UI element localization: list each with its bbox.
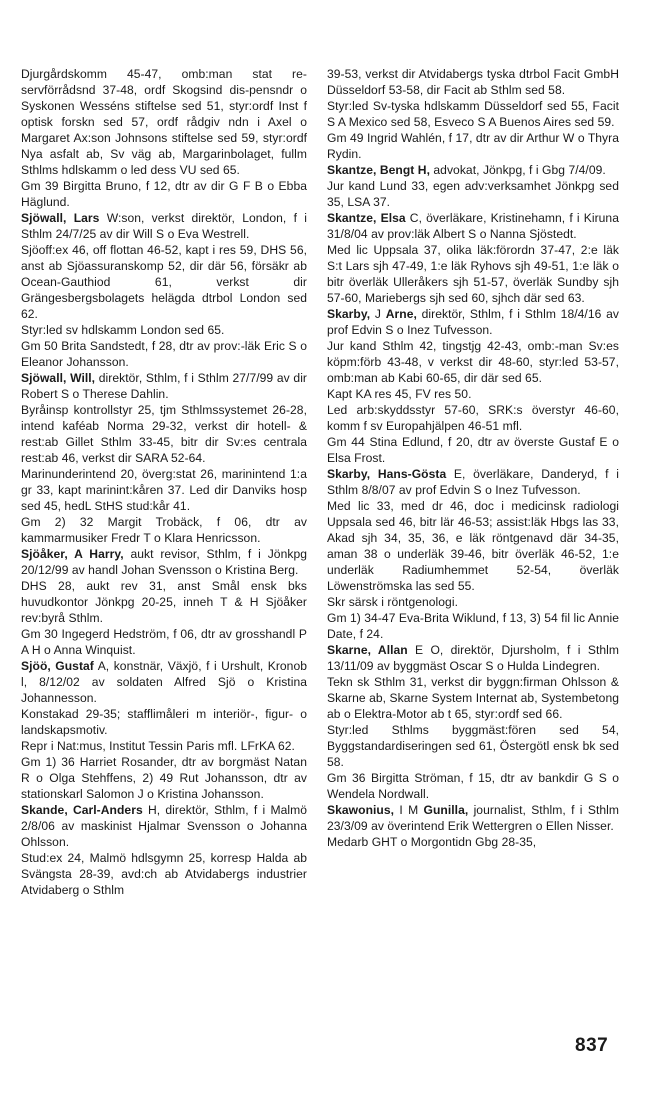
entry-paragraph (21, 658, 307, 706)
entry-text: Stud:ex 24, Malmö hdlsgymn 25, korresp Halda ab Svängsta 28-39, avd:ch ab Atvidabergs industrier Atvidaberg o Sthlm (21, 851, 307, 897)
entry-paragraph (327, 210, 619, 242)
entry-text: J (370, 307, 386, 321)
entry-text: advokat, Jönkpg, f i Gbg 7/4/09. (430, 163, 606, 177)
entry-paragraph (21, 626, 307, 658)
entry-text: direktör, Sthlm, f i Sthlm 18/4/16 av prof Edvin S o Inez Tufvesson. (327, 307, 619, 337)
entry-text: E O, direktör, Djursholm, f i Sthlm 13/11/09 av byggmäst Oscar S o Hulda Lindegren. (327, 643, 619, 673)
entry-name: Arne, (385, 307, 417, 321)
entry-paragraph (327, 178, 619, 210)
entry-text: Med lic 33, med dr 46, doc i medicinsk radiologi Uppsala sed 46, bitr lär 46-53; assist:läk Hbgs las 33, Akad sjh 34, 35, 36, e läk röntgenavd där 34-35, aman 38 o underläk 39-46, bitr överläk 46-52, 1:e underläk Radiumhemmet 52-54, överläk Löwenströmska las sed 55. (327, 499, 619, 593)
entry-paragraph (327, 242, 619, 306)
entry-text: E, överläkare, Danderyd, f i Sthlm 8/8/07 av prof Edvin S o Inez Tufvesson. (327, 467, 619, 497)
entry-paragraph (21, 850, 307, 898)
entry-text: aukt revisor, Sthlm, f i Jönkpg 20/12/99 av handl Johan Svensson o Kristina Berg. (21, 547, 308, 577)
entry-paragraph (327, 306, 619, 338)
entry-text: journalist, Sthlm, f i Sthlm 23/3/09 av överintend Erik Wettergren o Ellen Nisser. (327, 803, 620, 833)
entry-text: Gm 50 Brita Sandstedt, f 28, dtr av prov:-läk Eric S o Eleanor Johansson. (21, 339, 307, 369)
entry-text: Gm 49 Ingrid Wahlén, f 17, dtr av dir Arthur W o Thyra Rydin. (327, 131, 619, 161)
entry-paragraph (21, 178, 307, 210)
entry-paragraph (21, 578, 307, 626)
entry-text: Byråinsp kontrollstyr 25, tjm Sthlmssystemet 26-28, intend kaféab Norma 29-32, verkst dir hotell- & rest:ab Gillet Sthlm 33-45, bitr dir Sv:es centrala rest:ab 46, verkst dir SARA 52-64. (21, 403, 307, 465)
entry-text: Konstakad 29-35; stafflimåleri m interiör-, figur- o landskapsmotiv. (21, 707, 307, 737)
entry-paragraph (327, 66, 619, 98)
entry-paragraph (21, 66, 307, 178)
entry-text: Styr:led Sv-tyska hdlskamm Düsseldorf sed 55, Facit S A Mexico sed 58, Esveco S A Buenos Aires sed 59. (327, 99, 619, 129)
entry-paragraph (327, 674, 619, 722)
entry-paragraph (21, 402, 307, 466)
entry-name: Sjöwall, Will, (21, 371, 96, 385)
entry-text: Repr i Nat:mus, Institut Tessin Paris mfl. LFrKA 62. (21, 739, 295, 753)
entry-text: Djurgårdskomm 45-47, omb:man stat re-servförrådsnd 37-48, ordf Skogsind dis-pensndr o Syskonen Wesséns stiftelse sed 51, styr:ordf Inst f optisk forskn sed 57, ordf rådgiv ndn i Axel o Margaret Ax:son Johnsons stiftelse sed 59, styr:ordf Nya asfalt ab, Sv väg ab, Margarinbolaget, fullm Sthlms hdlskamm o led dess VU sed 65. (21, 67, 307, 177)
entry-text: Kapt KA res 45, FV res 50. (327, 387, 472, 401)
entry-text: Led arb:skyddsstyr 57-60, SRK:s överstyr 46-60, komm f sv Europahjälpen 46-51 mfl. (327, 403, 619, 433)
entry-paragraph (21, 706, 307, 738)
entry-paragraph (327, 498, 619, 594)
entry-text: Marinunderintend 20, överg:stat 26, marinintend 1:a gr 33, kapt marinint:kåren 37. Led dir Danviks hosp sed 45, hedL StHS stud:kår 41. (21, 467, 307, 513)
entry-paragraph (21, 754, 307, 802)
entry-text: Gm 39 Birgitta Bruno, f 12, dtr av dir G F B o Ebba Häglund. (21, 179, 307, 209)
entry-text: W:son, verkst direktör, London, f i Sthlm 24/7/25 av dir Will S o Eva Westrell. (21, 211, 307, 241)
entry-text: Gm 36 Birgitta Ströman, f 15, dtr av bankdir G S o Wendela Nordwall. (327, 771, 619, 801)
entry-text: C, överläkare, Kristinehamn, f i Kiruna 31/8/04 av prov:läk Albert S o Nanna Sjöstedt. (327, 211, 619, 241)
entry-paragraph (21, 370, 307, 402)
entry-text: 39-53, verkst dir Atvidabergs tyska dtrbol Facit GmbH Düsseldorf 53-58, dir Facit ab Sthlm sed 58. (327, 67, 619, 97)
entry-name: Sjöåker, A Harry, (21, 547, 124, 561)
entry-text: Jur kand Lund 33, egen adv:verksamhet Jönkpg sed 35, LSA 37. (327, 179, 619, 209)
entry-text: Gm 44 Stina Edlund, f 20, dtr av överste Gustaf E o Elsa Frost. (327, 435, 619, 465)
entry-text: A, konstnär, Växjö, f i Urshult, Kronob l, 8/12/02 av soldaten Alfred Sjö o Kristina Johannesson. (21, 659, 307, 705)
entry-paragraph (327, 722, 619, 770)
entry-text: I M (394, 803, 424, 817)
entry-paragraph (327, 834, 619, 850)
entry-text: Tekn sk Sthlm 31, verkst dir byggn:firman Ohlsson & Skarne ab, Skarne System Internat ab, Systembetong ab o Elektra-Motor ab t 65, styr:ordf sed 66. (327, 675, 619, 721)
entry-paragraph (327, 466, 619, 498)
entry-paragraph (327, 402, 619, 434)
entry-text: Gm 2) 32 Margit Trobäck, f 06, dtr av kammarmusiker Fredr T o Klara Henricsson. (21, 515, 307, 545)
entry-name: Skawonius, (327, 803, 395, 817)
right-column (327, 66, 619, 850)
entry-paragraph (327, 642, 619, 674)
entry-text: direktör, Sthlm, f i Sthlm 27/7/99 av dir Robert S o Therese Dahlin. (21, 371, 308, 401)
entry-paragraph (327, 594, 619, 610)
entry-text: Styr:led Sthlms byggmäst:fören sed 54, Byggstandardiseringen sed 61, Östergötl ensk bk sed 58. (327, 723, 619, 769)
entry-name: Sjöwall, Lars (21, 211, 100, 225)
entry-paragraph (327, 130, 619, 162)
entry-name: Sjöö, Gustaf (21, 659, 94, 673)
entry-paragraph (327, 386, 619, 402)
entry-paragraph (21, 210, 307, 242)
page-number: 837 (575, 1035, 609, 1056)
entry-text: Sjöoff:ex 46, off flottan 46-52, kapt i res 59, DHS 56, anst ab Sjöassuranskomp 52, dir där 56, försäkr ab Ocean-Gauthiod 61, verkst dir Grängesbergsbolagets helägda dtrbol London sed 62. (21, 243, 307, 321)
entry-name: Skantze, Bengt H, (327, 163, 430, 177)
entry-paragraph (327, 162, 619, 178)
entry-paragraph (21, 802, 307, 850)
entry-name: Skande, Carl-Anders (21, 803, 143, 817)
entry-text: Skr särsk i röntgenologi. (327, 595, 458, 609)
entry-text: Gm 1) 36 Harriet Rosander, dtr av borgmäst Natan R o Olga Stehffens, 2) 49 Rut Johansson, dtr av stationskarl Salomon J o Kristina Johansson. (21, 755, 307, 801)
entry-paragraph (21, 738, 307, 754)
entry-paragraph (327, 98, 619, 130)
entry-paragraph (327, 770, 619, 802)
entry-text: Gm 1) 34-47 Eva-Brita Wiklund, f 13, 3) 54 fil lic Annie Date, f 24. (327, 611, 619, 641)
entry-text: Styr:led sv hdlskamm London sed 65. (21, 323, 225, 337)
entry-paragraph (21, 338, 307, 370)
entry-paragraph (21, 242, 307, 322)
entry-text: Gm 30 Ingegerd Hedström, f 06, dtr av grosshandl P A H o Anna Winquist. (21, 627, 307, 657)
entry-name: Skarby, Hans-Gösta (327, 467, 447, 481)
entry-paragraph (21, 322, 307, 338)
entry-paragraph (21, 466, 307, 514)
entry-text: H, direktör, Sthlm, f i Malmö 2/8/06 av maskinist Hjalmar Svensson o Johanna Ohlsson. (21, 803, 307, 849)
entry-text: DHS 28, aukt rev 31, anst Smål ensk bks huvudkontor Jönkpg 20-25, inneh T & H Sjöåker rev:byrå Sthlm. (21, 579, 307, 625)
entry-name: Skarby, (327, 307, 371, 321)
entry-paragraph (327, 802, 619, 834)
entry-name: Gunilla, (423, 803, 469, 817)
entry-paragraph (327, 338, 619, 386)
entry-paragraph (21, 546, 307, 578)
entry-paragraph (21, 514, 307, 546)
entry-name: Skantze, Elsa (327, 211, 406, 225)
entry-text: Jur kand Sthlm 42, tingstjg 42-43, omb:-man Sv:es köpm:förb 43-48, v verkst dir 48-60, styr:led 53-57, omb:man ab Kabi 60-65, dir där sed 65. (327, 339, 619, 385)
entry-paragraph (327, 610, 619, 642)
left-column (21, 66, 307, 898)
entry-text: Medarb GHT o Morgontidn Gbg 28-35, (327, 835, 537, 849)
entry-text: Med lic Uppsala 37, olika läk:förordn 37-47, 2:e läk S:t Lars sjh 47-49, 1:e läk Ryhovs sjh 49-51, 1:e läk o bitr överläk Ulleråkers sjh 51-57, överläk Sundby sjh 57-60, Mariebergs sjh sed 60, sjhch där sed 63. (327, 243, 619, 305)
entry-paragraph (327, 434, 619, 466)
entry-name: Skarne, Allan (327, 643, 408, 657)
